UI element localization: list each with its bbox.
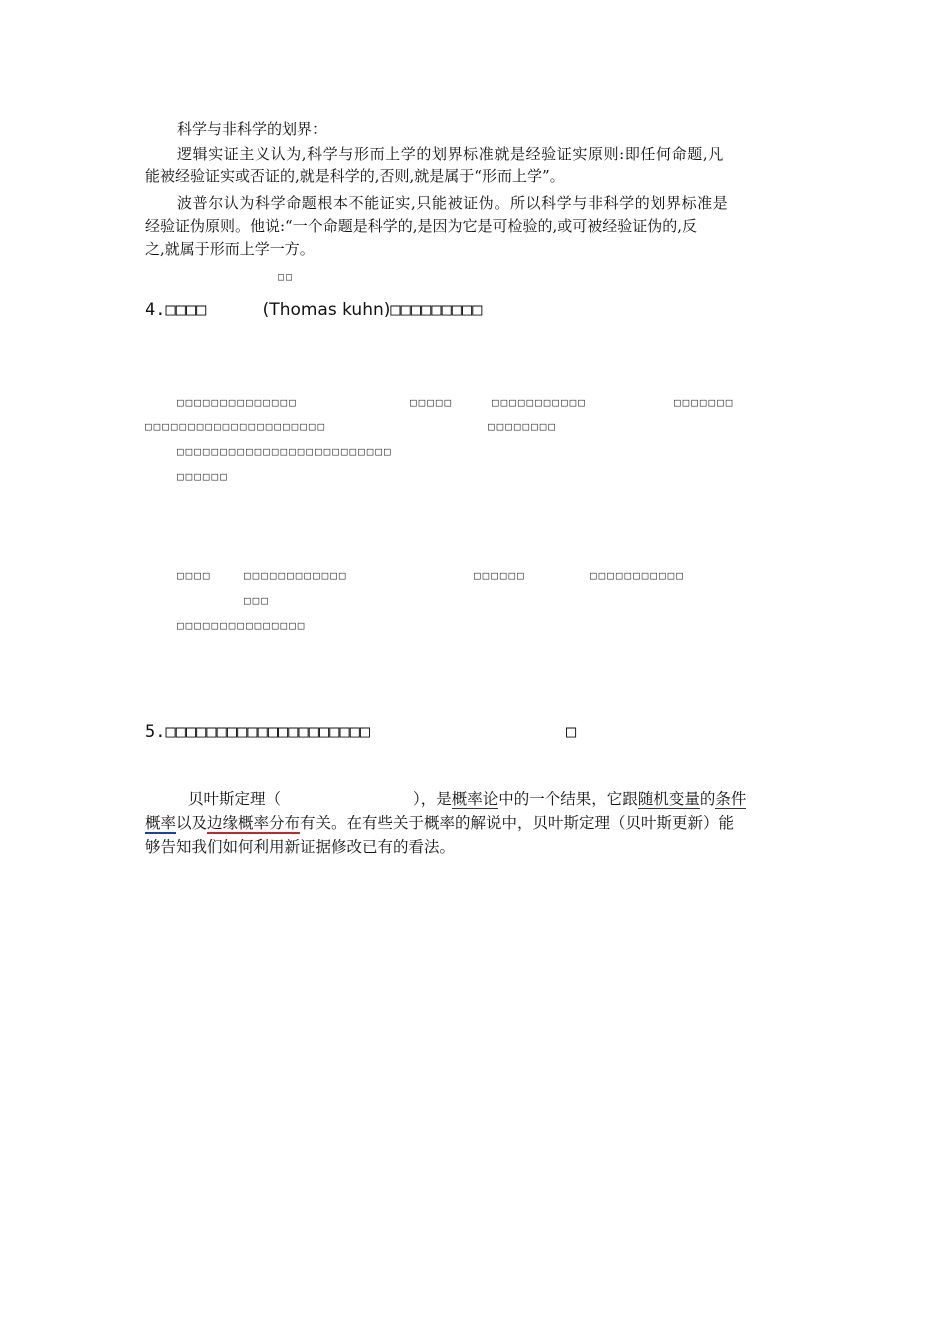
block4-line5d: □□□□□□□□□□□ (590, 569, 685, 582)
link-conditional-probability-part1[interactable]: 条件 (715, 790, 747, 808)
heading-4 (145, 300, 483, 320)
heading-4-suffix: □□□□□□□□□ (390, 300, 483, 320)
paragraph-popper-line2: 经验证伪原则。他说:“一个命题是科学的,是因为它是可检验的,或可被经验证伪的,反 (145, 217, 698, 235)
paragraph-logical-positivism-line1: 逻辑实证主义认为,科学与形而上学的划界标准就是经验证实原则:即任何命题,凡 (177, 145, 724, 163)
block4-line5a: □□□□ (177, 569, 212, 582)
block4-line4: □□□□□□ (177, 470, 229, 483)
block4-line5c: □□□□□□ (474, 569, 526, 582)
heading-4-latin: (Thomas kuhn) (262, 300, 391, 320)
block4-line1c: □□□□□□□□□□□ (492, 396, 587, 409)
bayes-line2 (145, 812, 734, 834)
link-probability-theory[interactable]: 概率论 (451, 790, 499, 808)
heading-4-prefix: 4.□□□□ (145, 300, 207, 320)
block4-line6: □□□ (244, 594, 270, 607)
paragraph-popper-line3: 之,就属于形而上学一方。 (145, 240, 315, 258)
block4-line5b: □□□□□□□□□□□□ (244, 569, 348, 582)
garbled-small-text: □□ (278, 272, 295, 283)
bayes-line1 (188, 788, 746, 810)
bayes-line3: 够告知我们如何利用新证据修改已有的看法。 (145, 838, 456, 856)
block4-line1d: □□□□□□□ (674, 396, 735, 409)
block4-line2a: □□□□□□□□□□□□□□□□□□□□□ (145, 420, 327, 433)
link-marginal-distribution[interactable]: 边缘概率分布 (207, 814, 301, 832)
block4-line1a: □□□□□□□□□□□□□□ (177, 396, 298, 409)
block4-line2b: □□□□□□□□ (488, 420, 557, 433)
bayes-text-1a: 贝叶斯定理（ (188, 790, 282, 808)
link-random-variable[interactable]: 随机变量 (637, 790, 700, 808)
bayes-text-1d: 的 (699, 790, 716, 808)
bayes-text-1b: ），是 (413, 790, 452, 808)
block4-line3: □□□□□□□□□□□□□□□□□□□□□□□□□ (177, 445, 393, 458)
bayes-text-1c: 中的一个结果，它跟 (498, 790, 638, 808)
bayes-text-2a: 以及 (176, 814, 208, 832)
bayes-text-2b: 有关。在有些关于概率的解说中，贝叶斯定理（贝叶斯更新）能 (300, 814, 735, 832)
paragraph-logical-positivism-line2: 能被经验证实或否证的,就是科学的,否则,就是属于“形而上学”。 (145, 167, 565, 185)
link-conditional-probability-part2[interactable]: 概率 (145, 814, 177, 832)
heading-5: 5.□□□□□□□□□□□□□□□□□□□□ (145, 722, 371, 742)
paragraph-demarcation-title: 科学与非科学的划界： (177, 120, 328, 138)
paragraph-popper-line1: 波普尔认为科学命题根本不能证实,只能被证伪。所以科学与非科学的划界标准是 (177, 194, 729, 212)
block4-line1b: □□□□□ (410, 396, 454, 409)
heading-5-tail: □ (566, 722, 577, 742)
block4-line7: □□□□□□□□□□□□□□□ (177, 619, 307, 632)
